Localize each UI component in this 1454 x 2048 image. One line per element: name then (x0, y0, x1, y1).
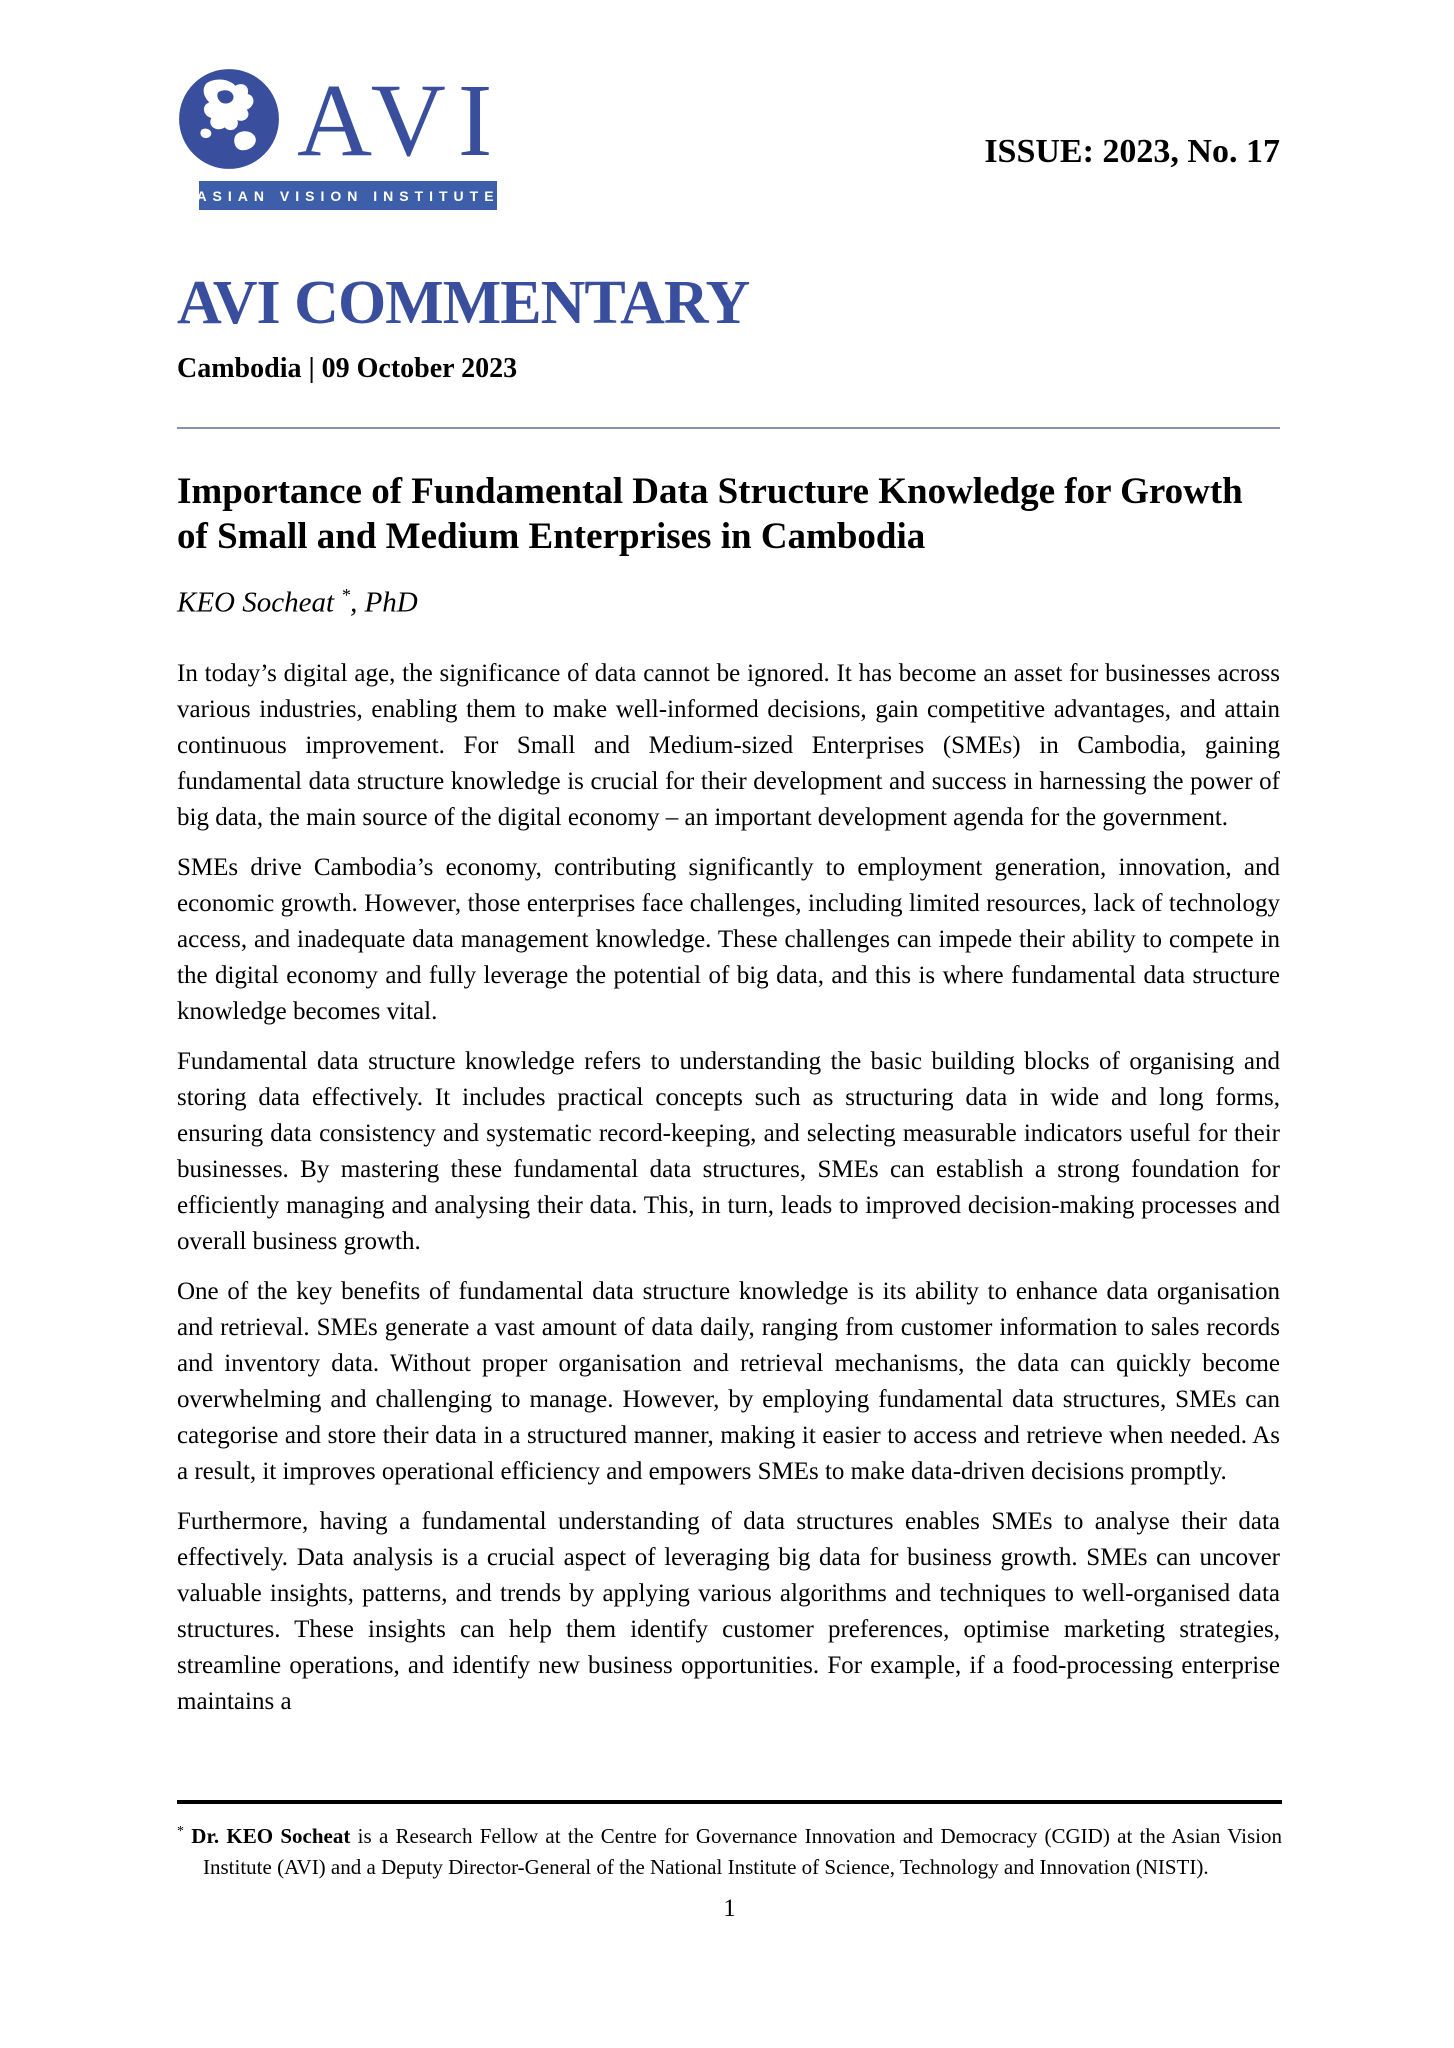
page-number: 1 (723, 1895, 736, 1922)
header (177, 55, 1280, 210)
commentary-masthead-title: AVI COMMENTARY (177, 269, 750, 337)
article-title: Importance of Fundamental Data Structure Knowledge for Growth of Small and Medium Enterprises in Cambodia (177, 470, 1243, 557)
globe-icon (177, 55, 281, 171)
body-paragraph: SMEs drive Cambodia’s economy, contributing significantly to employment generation, innovation, and economic growth. However, those enterprises face challenges, including limited resources, lack of technology access, and inadequate data management knowledge. These challenges can impede their ability to compete in the digital economy and fully leverage the potential of big data, and this is where fundamental data structure knowledge becomes vital. (177, 853, 1280, 1025)
footnote-separator-rule (177, 1800, 1282, 1804)
logo-tagline-bar (196, 181, 500, 210)
page-footer (177, 1800, 1282, 1923)
logo-top-row (177, 55, 505, 178)
footnote-marker: * (177, 1824, 184, 1839)
article-body (177, 632, 1280, 1770)
body-paragraph: Fundamental data structure knowledge refers to understanding the basic building blocks of organising and storing data effectively. It includes practical concepts such as structuring data in wide and long forms, ensuring data consistency and systematic record-keeping, and selecting measurable indicators useful for their businesses. By mastering these fundamental data structures, SMEs can establish a strong foundation for efficiently managing and analysing their data. This, in turn, leads to improved decision-making processes and overall business growth. (177, 1047, 1280, 1255)
body-paragraph: In today’s digital age, the significance of data cannot be ignored. It has become an asset for businesses across various industries, enabling them to make well-informed decisions, gain competitive advantages, and attain continuous improvement. For Small and Medium-sized Enterprises (SMEs) in Cambodia, gaining fundamental data structure knowledge is crucial for their development and success in harnessing the power of big data, the main source of the digital economy – an important development agenda for the government. (177, 659, 1280, 831)
issue-label: ISSUE: 2023, No. 17 (984, 133, 1280, 170)
footnote-author: Dr. KEO Socheat (191, 1824, 351, 1848)
author-name: KEO Socheat (177, 586, 335, 619)
logo-tagline: ASIAN VISION INSTITUTE (196, 187, 500, 204)
footnote (177, 1816, 1282, 1883)
author-degree: , PhD (350, 586, 418, 619)
author-footnote-marker: * (341, 584, 351, 605)
avi-logo (177, 55, 504, 210)
dateline: Cambodia | 09 October 2023 (177, 352, 518, 384)
separator-rule (177, 427, 1280, 429)
body-paragraph: Furthermore, having a fundamental understanding of data structures enables SMEs to analyse their data effectively. Data analysis is a crucial aspect of leveraging big data for business growth. SMEs can uncover valuable insights, patterns, and trends by applying various algorithms and techniques to well-organised data structures. These insights can help them identify customer preferences, optimise marketing strategies, streamline operations, and identify new business opportunities. For example, if a food-processing enterprise maintains a (177, 1507, 1280, 1715)
author-line (177, 585, 1280, 620)
body-paragraph: One of the key benefits of fundamental data structure knowledge is its ability to enhance data organisation and retrieval. SMEs generate a vast amount of data daily, ranging from customer information to sales records and inventory data. Without proper organisation and retrieval mechanisms, the data can quickly become overwhelming and challenging to manage. However, by employing fundamental data structures, SMEs can categorise and store their data in a structured manner, making it easier to access and retrieve when needed. As a result, it improves operational efficiency and empowers SMEs to make data-driven decisions promptly. (177, 1277, 1280, 1485)
logo-acronym: AVI (297, 63, 505, 178)
footnote-text: is a Research Fellow at the Centre for Governance Innovation and Democracy (CGID) at the Asian Vision Institute (AVI) and a Deputy Director-General of the National Institute of Science, Technology and Innovation (NISTI). (203, 1824, 1283, 1879)
